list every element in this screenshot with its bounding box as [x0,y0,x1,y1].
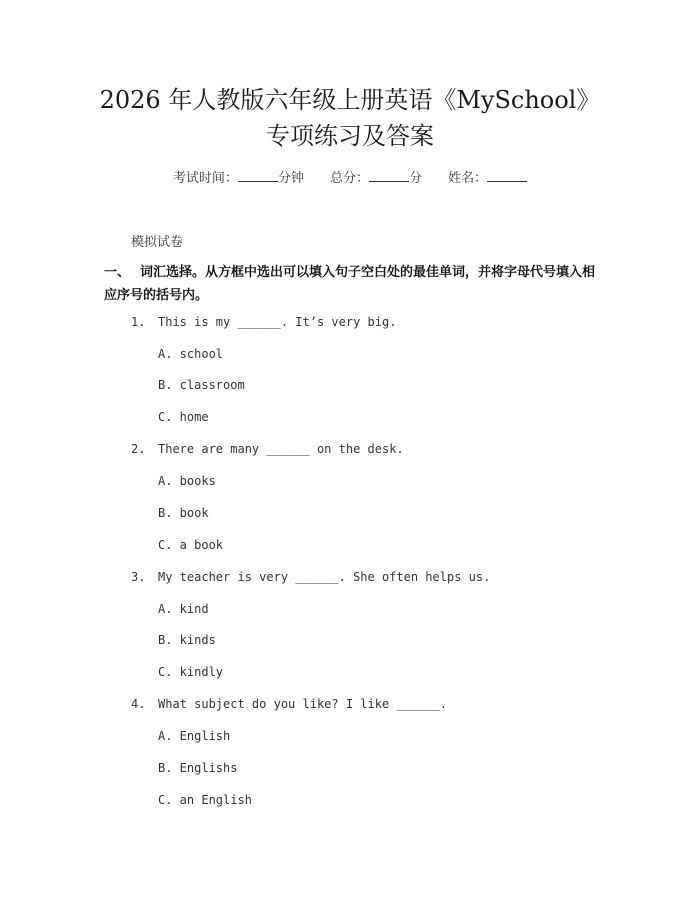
total-score-label: 总分： [329,171,369,186]
question-text: My teacher is very ______. She often helps us. [158,570,491,584]
exam-time-unit: 分钟 [277,171,304,186]
question-4-option-a: A. English [158,729,231,743]
question-number: 4. [131,697,146,711]
section-label: 模拟试卷 [131,235,184,250]
question-text: What subject do you like? I like ______. [158,697,447,711]
total-score-field [330,169,422,188]
exam-info-row [0,169,700,188]
document-title-line-2: 专项练习及答案 [266,122,434,150]
exam-time-field [173,169,304,188]
instruction-number: 一、 [104,265,131,280]
question-3-option-b: B. kinds [158,633,216,647]
instruction-text: 词汇选择。从方框中选出可以填入句子空白处的最佳单词，并将字母代号填入相应序号的括号内。 [104,265,596,303]
student-name-label: 姓名： [448,171,488,186]
question-1-option-a: A. school [158,347,224,361]
question-2-option-b: B. book [158,506,209,520]
question-4 [131,697,447,711]
question-3-option-a: A. kind [158,602,209,616]
question-1-option-b: B. classroom [158,378,245,392]
question-2 [131,442,404,456]
document-title-line-1: 2026 年人教版六年级上册英语《MySchool》 [99,86,601,114]
exam-time-blank [238,169,278,182]
total-score-blank [369,169,409,182]
question-text: There are many ______ on the desk. [158,442,404,456]
question-2-option-c: C. a book [158,538,224,552]
question-1 [131,315,396,329]
section-instruction [104,261,604,307]
exam-time-label: 考试时间： [172,171,238,186]
question-number: 2. [131,442,146,456]
student-name-blank [487,169,527,182]
question-4-option-b: B. Englishs [158,761,238,775]
question-text: This is my ______. It’s very big. [158,315,397,329]
question-4-option-c: C. an English [158,793,252,807]
question-3 [131,570,490,584]
question-2-option-a: A. books [158,474,216,488]
question-number: 3. [131,570,146,584]
student-name-field [448,169,527,188]
question-number: 1. [131,315,146,329]
question-3-option-c: C. kindly [158,665,224,679]
question-1-option-c: C. home [158,410,209,424]
total-score-unit: 分 [409,171,423,186]
